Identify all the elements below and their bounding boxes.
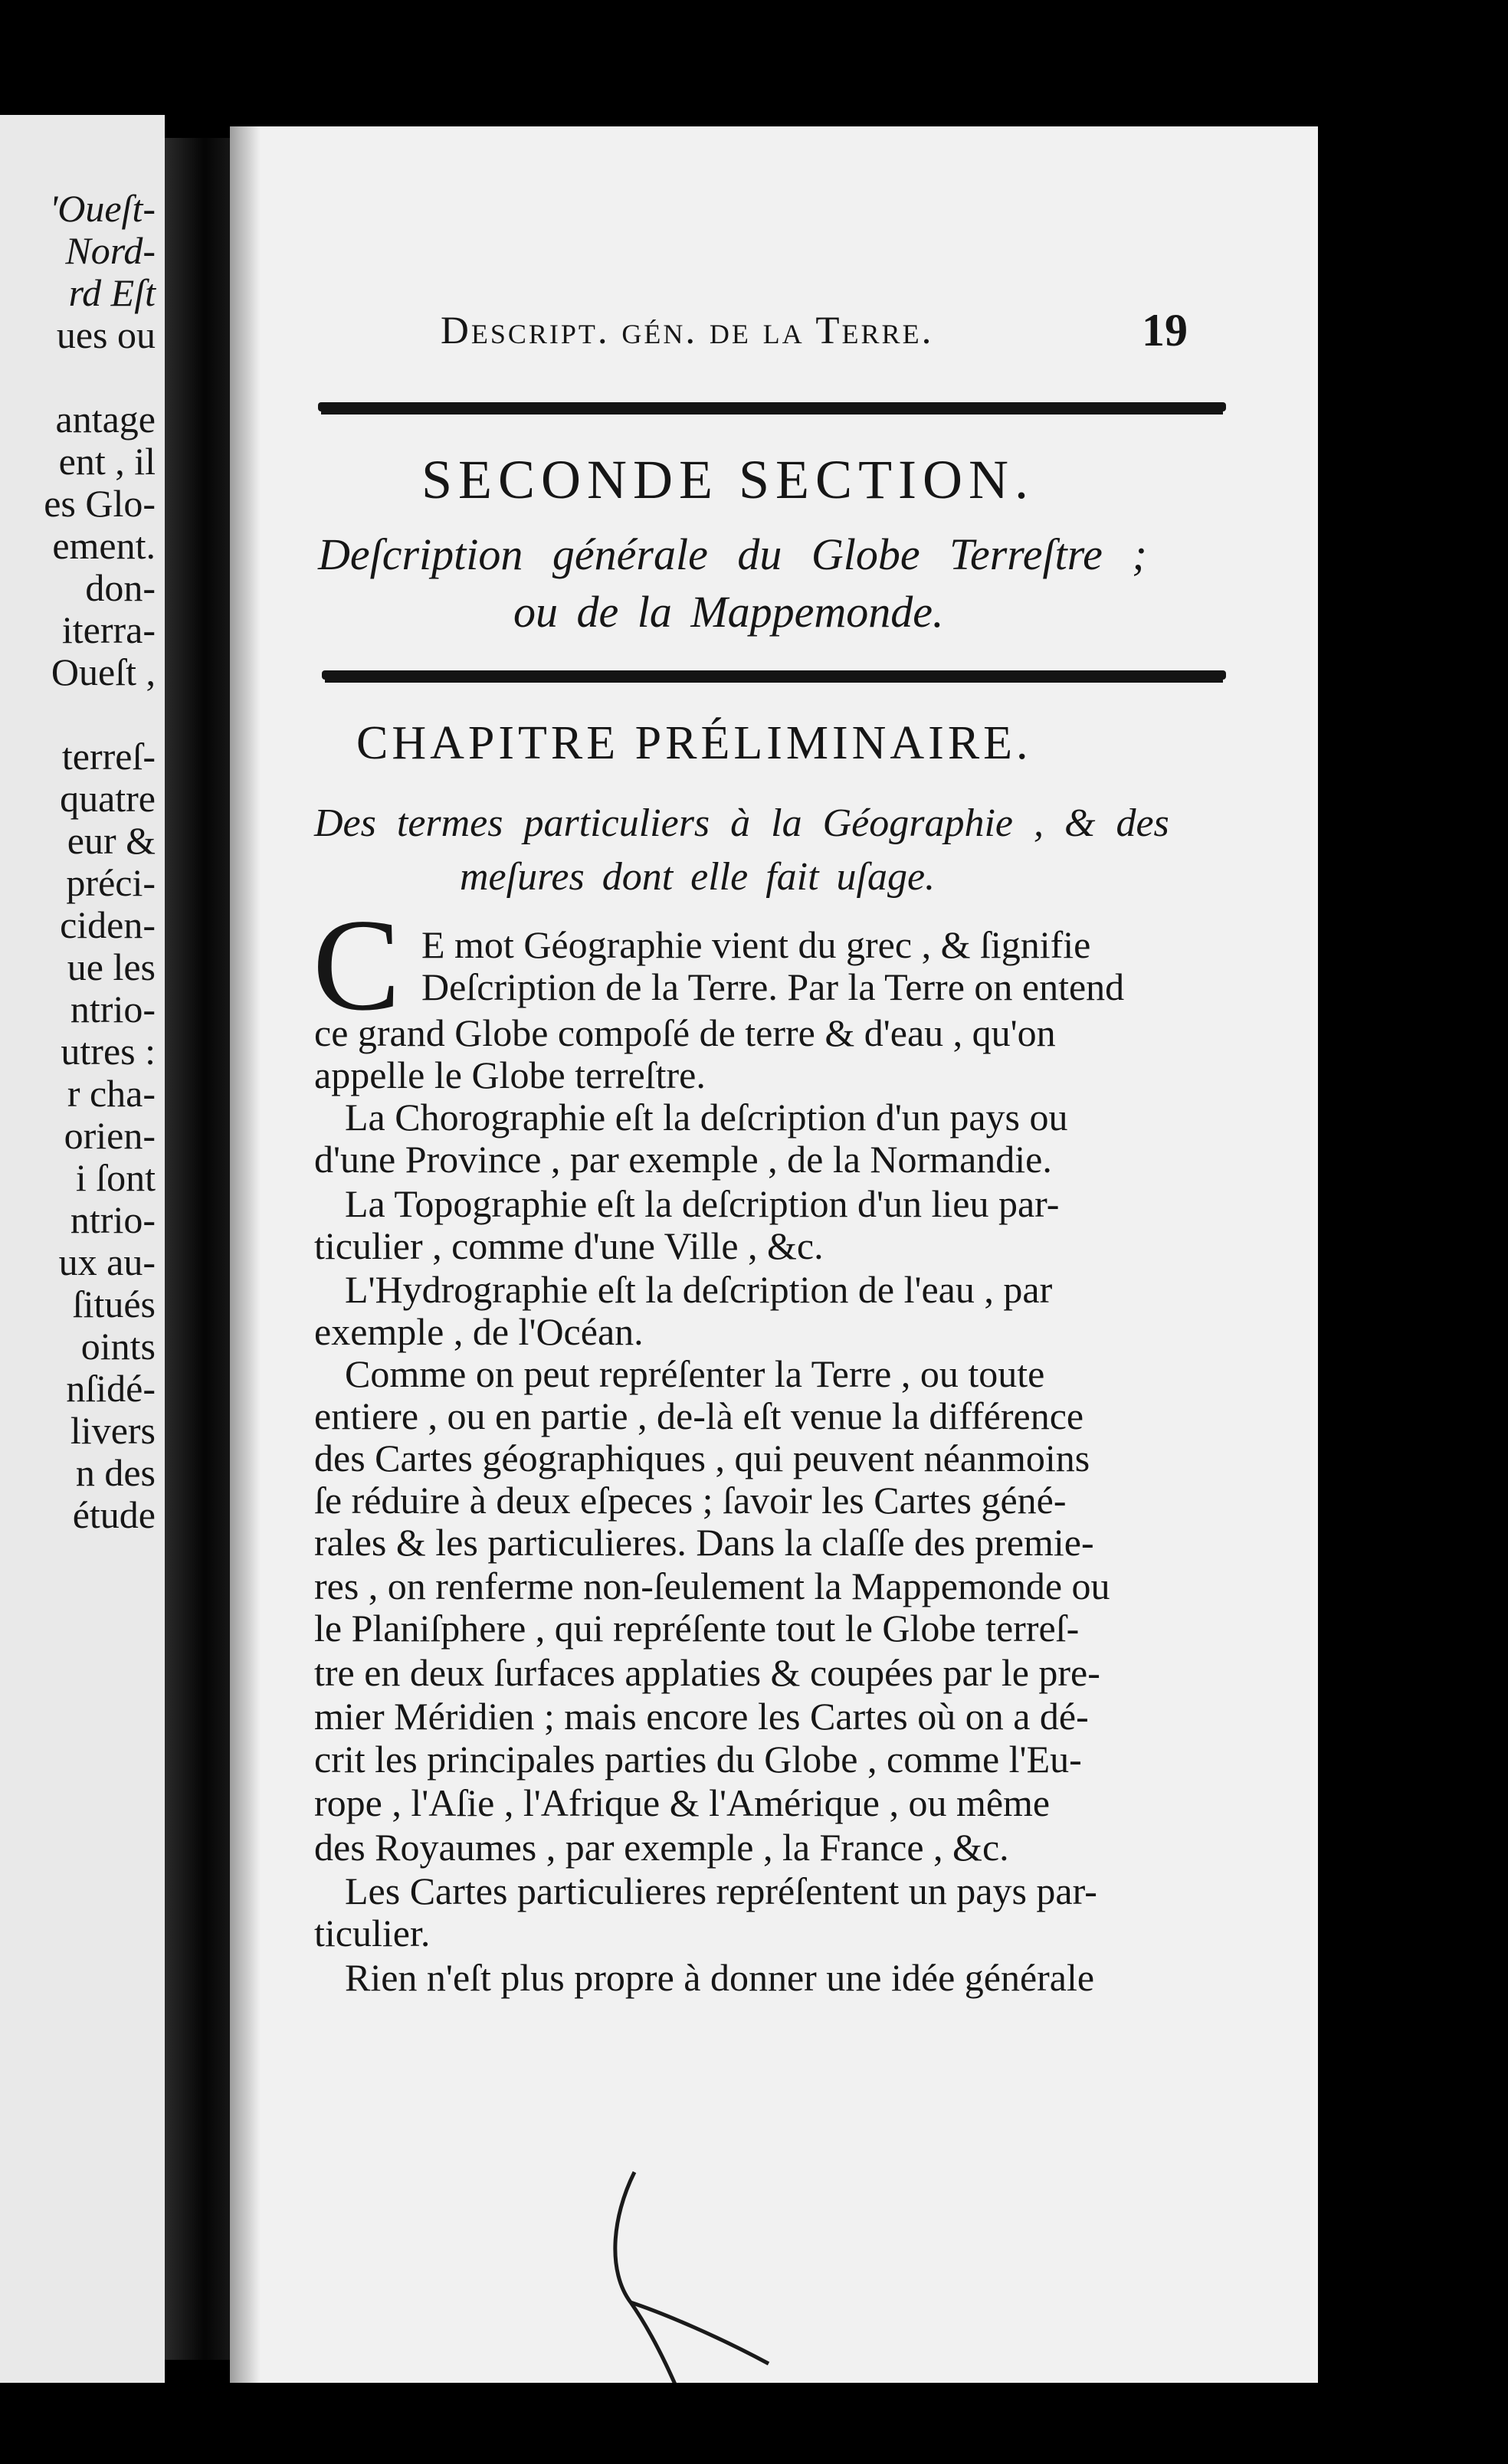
body-line: rope , l'Aſie , l'Afrique & l'Amérique , ou même	[314, 1781, 1051, 1824]
left-page-fragment: orien-	[64, 1114, 156, 1157]
left-page-fragment: iterra-	[61, 608, 156, 651]
left-page-fragment: r cha-	[67, 1072, 156, 1115]
left-page-fragment: préci-	[66, 861, 156, 904]
body-line: exemple , de l'Océan.	[314, 1310, 644, 1353]
left-page-fragment: ntrio-	[70, 988, 156, 1030]
left-page-fragment: ntrio-	[70, 1198, 156, 1241]
running-head: Descript. gén. de la Terre.	[441, 310, 934, 352]
body-line: crit les principales parties du Globe , comme l'Eu-	[314, 1738, 1082, 1781]
body-line: mier Méridien ; mais encore les Cartes où on a dé-	[314, 1695, 1089, 1738]
left-page-fragment: n des	[75, 1451, 156, 1494]
left-page-fragment: ſitués	[72, 1283, 156, 1325]
body-line: La Topographie eſt la deſcription d'un lieu par-	[345, 1182, 1060, 1225]
left-page-fragment: étude	[72, 1493, 156, 1536]
drop-cap: C	[313, 893, 401, 1038]
body-line: des Royaumes , par exemple , la France , &c.	[314, 1826, 1009, 1869]
body-line: tre en deux ſurfaces applaties & coupées par le pre-	[314, 1651, 1100, 1694]
left-page-fragment: ement.	[52, 524, 156, 567]
body-line: E mot Géographie vient du grec , & ſignifie	[421, 923, 1091, 966]
left-page-fragment: ux au-	[58, 1240, 156, 1283]
body-line: ſe réduire à deux eſpeces ; ſavoir les Cartes géné-	[314, 1479, 1067, 1522]
middle-rule	[322, 670, 1226, 680]
left-page-fragment: ues ou	[56, 313, 156, 356]
left-page-fragment: livers	[70, 1409, 156, 1452]
left-page-fragment: 'Oueſt-	[49, 187, 156, 230]
section-subtitle-line-1: Deſcription générale du Globe Terreſtre ;	[318, 529, 1147, 579]
gutter-shadow	[230, 126, 261, 2383]
left-facing-page	[0, 115, 165, 2383]
chapter-title: CHAPITRE PRÉLIMINAIRE.	[356, 717, 1032, 769]
left-page-fragment: quatre	[60, 777, 156, 820]
left-page-fragment: nſidé-	[66, 1367, 156, 1410]
section-title: SECONDE SECTION.	[421, 449, 1035, 510]
left-page-fragment: ciden-	[60, 903, 156, 946]
body-line: d'une Province , par exemple , de la Normandie.	[314, 1138, 1052, 1181]
right-page	[230, 126, 1318, 2383]
chapter-subtitle-line-2: meſures dont elle fait uſage.	[460, 855, 936, 899]
left-page-fragment: Nord-	[65, 229, 156, 272]
body-line: rales & les particulieres. Dans la claſſe des premie-	[314, 1521, 1094, 1564]
body-line: des Cartes géographiques , qui peuvent néanmoins	[314, 1437, 1090, 1479]
left-page-fragment: rd Eſt	[68, 271, 156, 314]
book-gutter	[165, 138, 238, 2360]
left-page-fragment: Oueſt ,	[51, 650, 156, 693]
pen-mark	[604, 2157, 803, 2383]
page-number: 19	[1142, 305, 1188, 356]
body-line: Les Cartes particulieres repréſentent un pays par-	[345, 1869, 1097, 1912]
body-line: Deſcription de la Terre. Par la Terre on entend	[421, 965, 1125, 1008]
body-line: ce grand Globe compoſé de terre & d'eau , qu'on	[314, 1011, 1056, 1054]
scan-border	[0, 0, 1508, 115]
top-rule	[318, 402, 1226, 411]
left-page-fragment: ue les	[67, 945, 156, 988]
body-line: L'Hydrographie eſt la deſcription de l'eau , par	[345, 1268, 1053, 1311]
left-page-fragment: utres :	[61, 1030, 156, 1073]
left-page-fragment: ent , il	[58, 440, 156, 483]
body-line: Rien n'eſt plus propre à donner une idée générale	[345, 1956, 1095, 1999]
left-page-fragment: antage	[55, 398, 156, 441]
chapter-subtitle-line-1: Des termes particuliers à la Géographie , & des	[314, 801, 1169, 845]
body-line: entiere , ou en partie , de-là eſt venue la différence	[314, 1394, 1084, 1437]
body-line: ticulier.	[314, 1912, 431, 1954]
body-line: Comme on peut repréſenter la Terre , ou toute	[345, 1352, 1045, 1395]
left-page-fragment: don-	[85, 566, 156, 609]
left-page-fragment: es Glo-	[44, 482, 156, 525]
left-page-fragment: i ſont	[75, 1156, 156, 1199]
body-line: le Planiſphere , qui repréſente tout le Globe terreſ-	[314, 1607, 1080, 1650]
section-subtitle-line-2: ou de la Mappemonde.	[513, 587, 944, 637]
body-line: ticulier , comme d'une Ville , &c.	[314, 1224, 824, 1267]
body-line: res , on renferme non-ſeulement la Mappemonde ou	[314, 1565, 1110, 1607]
body-line: La Chorographie eſt la deſcription d'un pays ou	[345, 1096, 1068, 1139]
left-page-fragment: eur &	[67, 819, 156, 862]
left-page-fragment: oints	[80, 1325, 156, 1368]
body-line: appelle le Globe terreſtre.	[314, 1053, 706, 1096]
left-page-fragment: terreſ-	[61, 735, 156, 778]
